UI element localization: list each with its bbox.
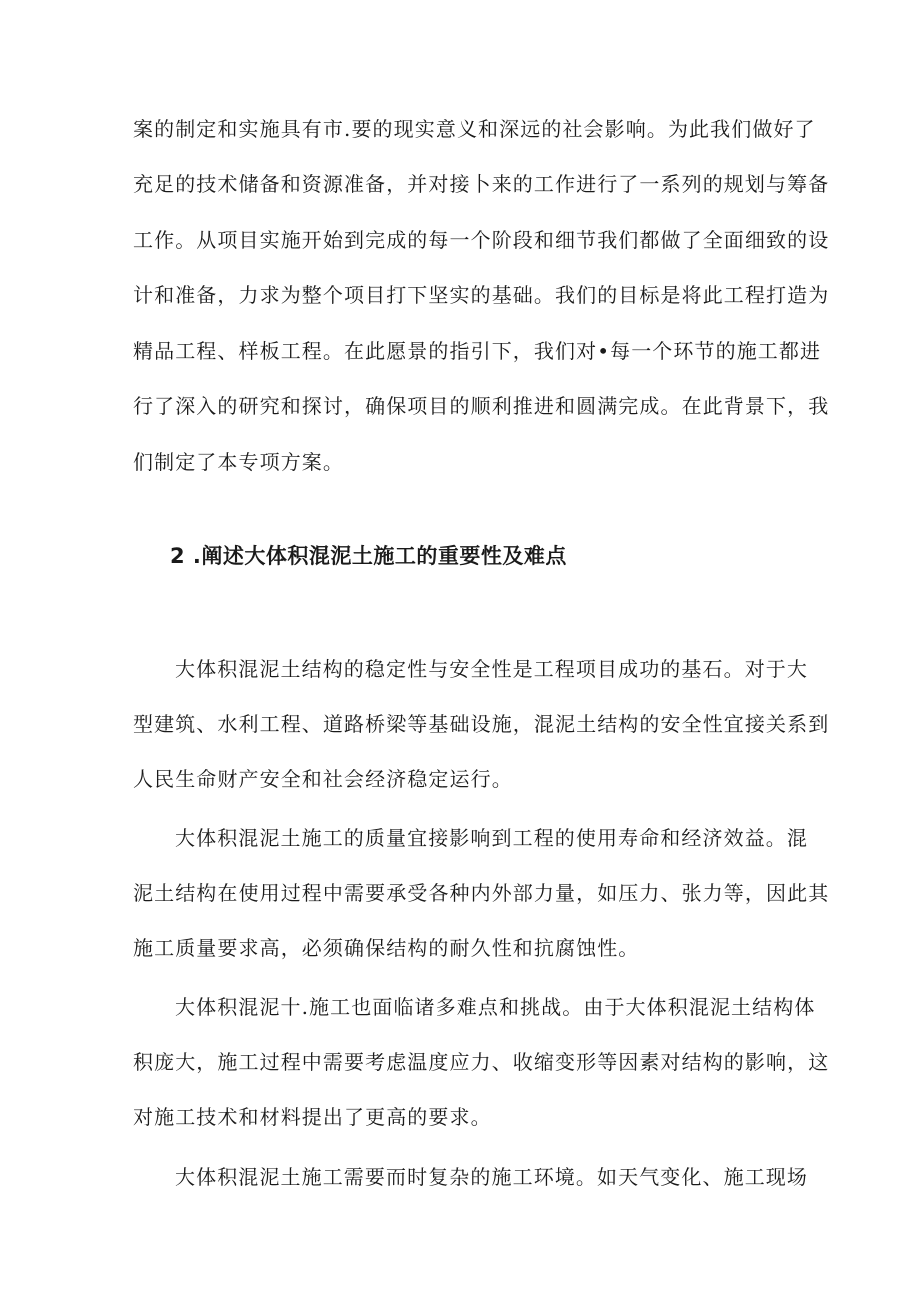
text-line: 们制定了本专项方案。 <box>133 450 344 474</box>
text-line: 施工质量要求高，必须确保结构的耐久性和抗腐蚀性。 <box>133 936 640 960</box>
text-line: 案的制定和实施具有市.要的现实意义和深远的社会影响。为此我们做好了 <box>133 117 816 141</box>
text-line: 精品工程、样板工程。在此愿景的指引下，我们对•每一个环节的施工都进 <box>133 339 822 363</box>
text-line: 充足的技术储备和资源准备，并对接卜来的工作进行了一系列的规划与筹备 <box>133 172 830 196</box>
text-line: 泥土结构在使用过程中需要承受各种内外部力量，如压力、张力等，因此其 <box>133 881 830 905</box>
text-line: 大体积混泥土施工的质量宜接影响到工程的使用寿命和经济效益。混 <box>175 826 808 850</box>
section-heading: 2 .阐述大体积混泥土施工的重要性及难点 <box>170 544 567 568</box>
text-line: 人民生命财产安全和社会经济稳定运行。 <box>133 767 513 791</box>
text-line: 积庞大，施工过程中需要考虑温度应力、收缩变形等因素对结构的影响，这 <box>133 1050 830 1074</box>
text-line: 计和准备，力求为整个项目打下坚实的基础。我们的目标是将此工程打造为 <box>133 283 830 307</box>
text-line: 大体积混泥土结构的稳定性与安全性是工程项目成功的基石。对于大 <box>175 657 808 681</box>
text-line: 行了深入的研究和探讨，确保项目的顺利推进和圆满完成。在此背景下，我 <box>133 394 830 418</box>
text-line: 工作。从项目实施开始到完成的每一个阶段和细节我们都做了全面细致的设 <box>133 228 830 252</box>
text-line: 对施工技术和材料提出了更高的要求。 <box>133 1105 492 1129</box>
text-line: 大体积混泥土施工需要而时复杂的施工环境。如天气变化、施工现场 <box>175 1165 808 1189</box>
text-line: 大体积混泥十.施工也面临诸多难点和挑战。由于大体积混泥土结构体 <box>175 995 816 1019</box>
text-line: 型建筑、水利工程、道路桥梁等基础设施，混泥土结构的安全性宜接关系到 <box>133 712 830 736</box>
